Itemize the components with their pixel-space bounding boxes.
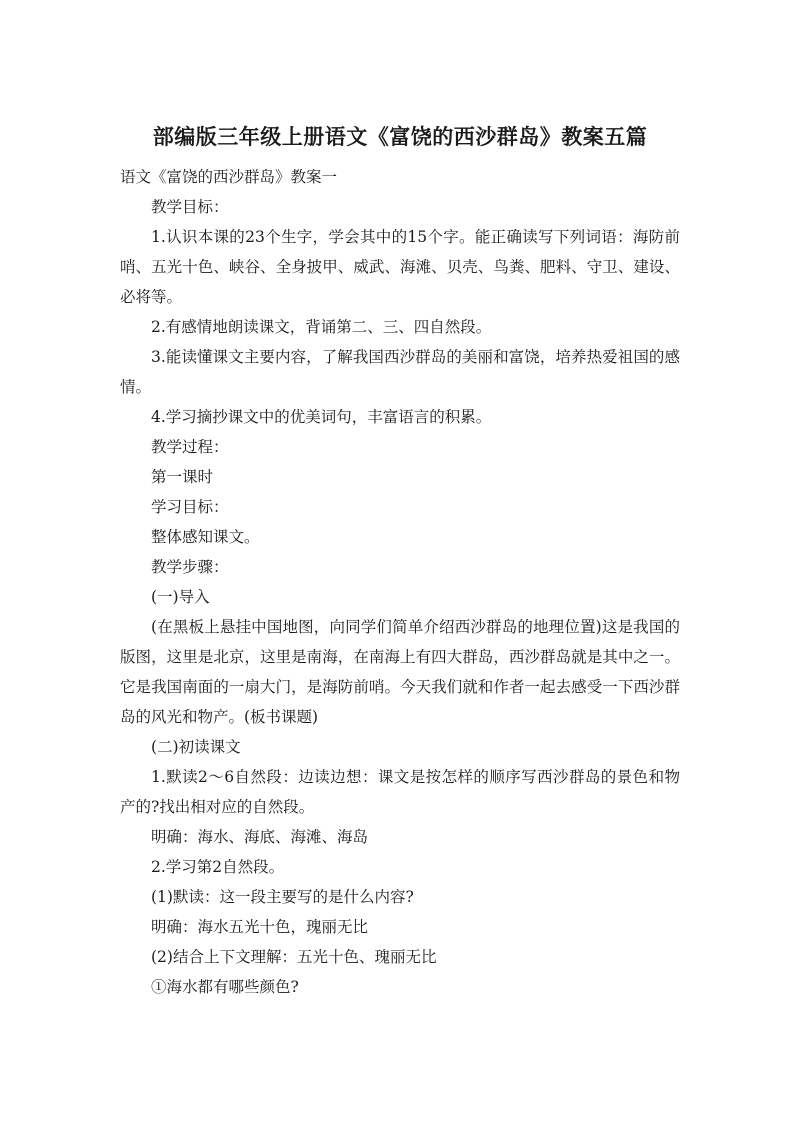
paragraph: 2.学习第2自然段。 <box>151 858 285 876</box>
document-body <box>120 162 680 1002</box>
paragraph: 教学目标： <box>151 198 229 216</box>
paragraph: 明确：海水五光十色，瑰丽无比 <box>151 918 369 936</box>
paragraph: (一)导入 <box>151 588 210 606</box>
paragraph: 明确：海水、海底、海滩、海岛 <box>151 828 369 846</box>
paragraph: (在黑板上悬挂中国地图，向同学们简单介绍西沙群岛的地理位置)这是我国的版图，这里是北京，这里是南海，在南海上有四大群岛，西沙群岛就是其中之一。它是我国南面的一扇大门，是海防前哨。今天我们就和作者一起去感受一下西沙群岛的风光和物产。(板书课题) <box>120 618 680 726</box>
paragraph: 1.认识本课的23个生字，学会其中的15个字。能正确读写下列词语：海防前哨、五光十色、峡谷、全身披甲、威武、海滩、贝壳、鸟粪、肥料、守卫、建设、必将等。 <box>120 228 680 306</box>
document-title: 部编版三年级上册语文《富饶的西沙群岛》教案五篇 <box>152 125 648 149</box>
paragraph: (2)结合上下文理解：五光十色、瑰丽无比 <box>151 948 437 966</box>
paragraph: 整体感知课文。 <box>151 528 260 546</box>
paragraph: (二)初读课文 <box>151 738 241 756</box>
paragraph: 4.学习摘抄课文中的优美词句，丰富语言的积累。 <box>151 408 492 426</box>
paragraph: (1)默读：这一段主要写的是什么内容? <box>151 888 414 906</box>
paragraph: 学习目标： <box>151 498 229 516</box>
paragraph: 3.能读懂课文主要内容，了解我国西沙群岛的美丽和富饶，培养热爱祖国的感情。 <box>120 348 680 396</box>
paragraph: 教学步骤： <box>151 558 229 576</box>
section-heading: 语文《富饶的西沙群岛》教案一 <box>120 168 338 186</box>
paragraph: 第一课时 <box>151 468 214 486</box>
paragraph: 2.有感情地朗读课文，背诵第二、三、四自然段。 <box>151 318 492 336</box>
paragraph: ①海水都有哪些颜色? <box>151 978 299 996</box>
paragraph: 1.默读2～6自然段：边读边想：课文是按怎样的顺序写西沙群岛的景色和物产的?找出相对应的自然段。 <box>120 768 680 816</box>
paragraph: 教学过程： <box>151 438 229 456</box>
